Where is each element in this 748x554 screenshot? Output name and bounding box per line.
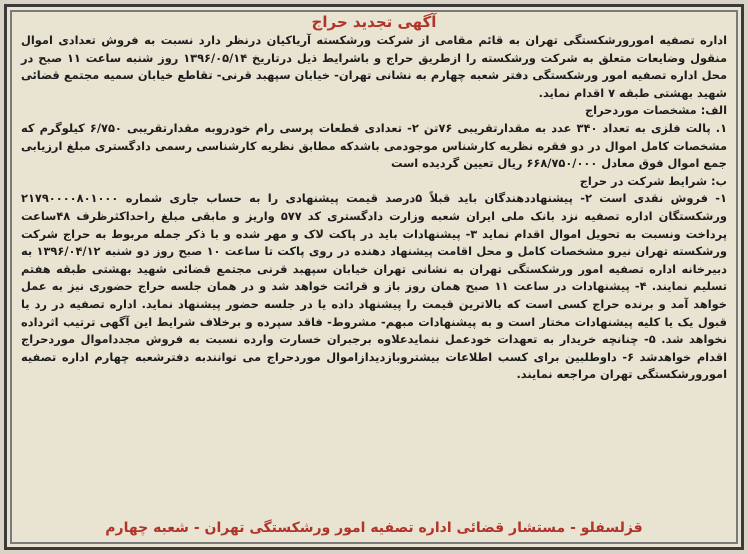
signature-footer: قزلسفلو - مستشار قضائی اداره تصفیه امور ورشکستگی تهران - شعبه چهارم	[105, 520, 643, 536]
section-b-body: ۱- فروش نقدی است ۲- پیشنهاددهندگان باید قبلاً ۵درصد قیمت پیشنهادی را به حساب جاری شماره ۲۱۷۹۰۰۰۰۸۰۱۰۰۰ ورشکستگان اداره تصفیه نزد بانک ملی ایران شعبه وزارت دادگستری کد ۵۷۷ واریز و مابقی مبلغ راحداکثرظرف ۴۸ساعت پرداخت ونسبت به تحویل اموال اقدام نماید ۳- پیشنهادات باید در پاکت لاک و مهر شده و با ذکر جمله مربوط به حراج شرکت ورشکسته تهران نیرو مشخصات کامل و محل اقامت پیشنهاد دهنده در روی پاکت تا ساعت ۱۰ صبح روز دو شنبه ۱۳۹۶/۰۴/۱۲ به دبیرخانه اداره تصفیه امور ورشکستگی تهران به نشانی تهران خیابان سپهبد قرنی مجتمع قضائی شهید بهشتی طبقه هفتم تسلیم نمایند. ۴- پیشنهادات در ساعت ۱۱ صبح همان روز باز و قرائت خواهد شد و در همان جلسه حراج حضوری نیز به عمل خواهد آمد و برنده حراج کسی است که بالاترین قیمت را پیشنهاد داده یا در جلسه حضور پیشنهاد نماید. اداره تصفیه در رد یا قبول یک یا کلیه پیشنهادات مختار است و به پیشنهادات مبهم- مشروط- فاقد سپرده و برخلاف شرایط این آگهی ترتیب اثرداده نخواهد شد. ۵- چنانچه خریدار به تعهدات خودعمل ننمایدعلاوه برجبران خسارت وارده نسبت به فروش مجدداموال موردحراج اقدام خواهدشد ۶- داوطلبین برای کسب اطلاعات بیشتروبازدیدازاموال موردحراج می توانندبه دفترشعبه چهارم اداره تصفیه امورورشکستگی تهران مراجعه نمایند.	[21, 191, 728, 382]
intro-paragraph: اداره تصفیه امورورشکستگی تهران به قائم مقامی از شرکت ورشکسته آریاکیان درنظر دارد نسبت به فروش تعدادی اموال منقول وضایعات متعلق به شرکت ورشکسته را ازطریق حراج و باشرایط ذیل درتاریخ ۱۳۹۶/۰۵/۱۴ روز شنبه ساعت ۱۱ صبح در محل اداره تصفیه امور ورشکستگی دفتر شعبه چهارم به نشانی تهران- خیابان سپهبد قرنی- تقاطع خیابان سمیه مجتمع قضائی شهید بهشتی طبقه ۷ اقدام نماید.	[21, 33, 727, 100]
section-a-heading: الف: مشخصات موردحراج	[584, 103, 727, 118]
section-a-body: ۱. پالت فلزی به تعداد ۳۴۰ عدد به مقدارتقریبی ۷۶تن ۲- تعدادی قطعات پرسی رام خودروبه مقدارتقریبی ۶/۷۵۰ کیلوگرم که مشخصات کامل اموال در دو فقره نظریه کارشناس موجودمی باشدکه مطابق نظریه کارشناسی رسمی دادگستری مبلغ ارزیابی جمع اموال فوق معادل ۶۶۸/۷۵۰/۰۰۰ ریال تعیین گردیده است	[21, 120, 728, 171]
notice-box	[4, 4, 744, 550]
notice-title: آگهی تجدید حراج	[311, 13, 437, 31]
section-b-heading: ب: شرایط شرکت در حراج	[579, 173, 727, 188]
